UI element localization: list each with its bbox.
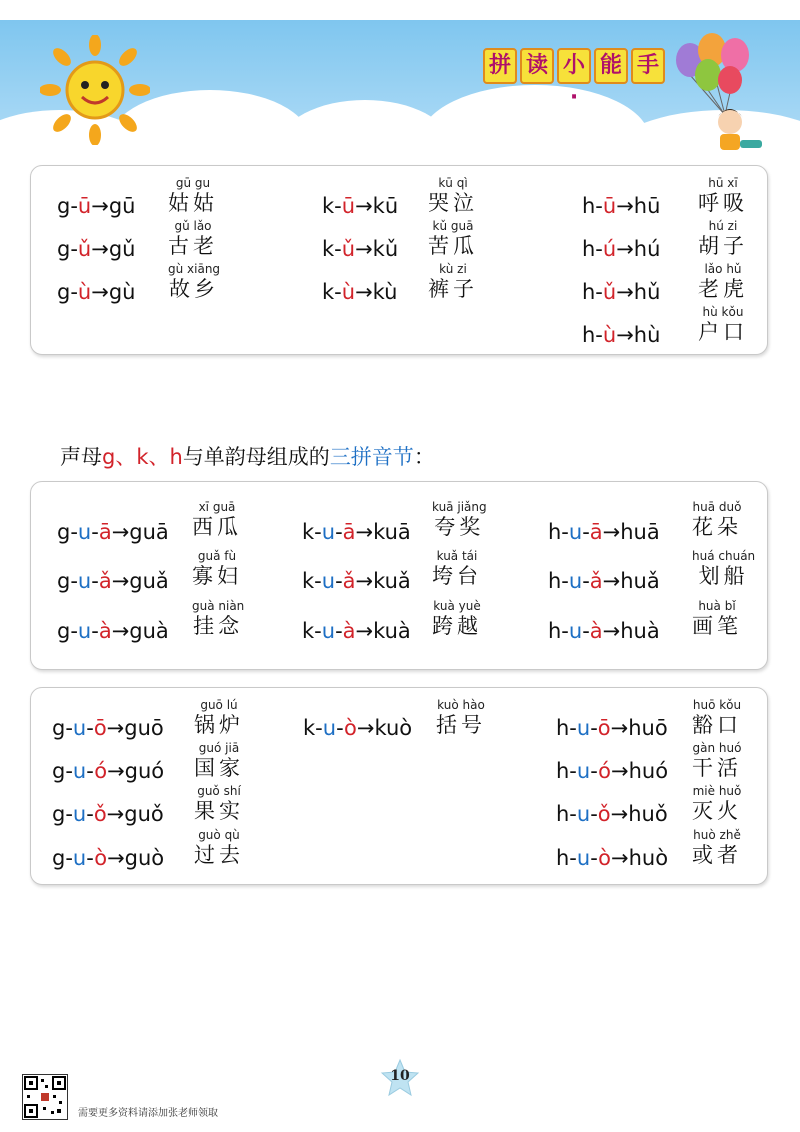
spelling-segment: →huò [611, 846, 669, 870]
spelling-segment: →huà [602, 619, 660, 643]
spelling-segment: →kuà [355, 619, 411, 643]
example-word [432, 599, 482, 639]
spelling-segment: ò [344, 716, 357, 740]
spelling-segment: ù [77, 280, 92, 304]
spelling-segment: →guō [106, 716, 164, 740]
example-word [168, 176, 218, 216]
top-strip [0, 0, 800, 20]
spelling-segment: u [568, 569, 583, 593]
spelling-formula [52, 759, 164, 783]
qr-code-icon [23, 1075, 67, 1119]
word-hanzi: 花朵 [692, 515, 742, 539]
word-pinyin: kù zi [439, 262, 467, 276]
word-pinyin: guó jiā [198, 741, 240, 755]
spelling-segment: ǔ [341, 237, 356, 261]
spelling-segment: u [77, 569, 92, 593]
spelling-segment: h- [582, 194, 603, 218]
spelling-segment: u [568, 520, 583, 544]
word-pinyin: kū qì [438, 176, 468, 190]
word-pinyin: huō kǒu [692, 698, 742, 712]
spelling-segment: →huā [602, 520, 660, 544]
spelling-segment: u [77, 619, 92, 643]
word-hanzi: 姑姑 [168, 191, 218, 215]
spelling-segment: g- [52, 759, 73, 783]
heading-segment: 与单韵母组成的 [182, 445, 330, 469]
spelling-formula [52, 802, 164, 826]
spelling-formula [582, 237, 660, 261]
page-number-text: 10 [390, 1068, 410, 1084]
word-hanzi: 果实 [194, 799, 244, 823]
spelling-segment: ú [602, 237, 617, 261]
spelling-segment: - [590, 802, 598, 826]
word-hanzi: 夸奖 [434, 515, 485, 539]
title-char: 手 [631, 48, 665, 84]
spelling-segment: →kuā [355, 520, 411, 544]
word-pinyin: gū gu [175, 176, 211, 190]
spelling-segment: u [321, 619, 336, 643]
spelling-segment: u [576, 802, 591, 826]
spelling-segment: u [576, 759, 591, 783]
word-hanzi: 西瓜 [192, 515, 242, 539]
spelling-segment: h- [556, 846, 577, 870]
spelling-formula [302, 619, 411, 643]
spelling-formula [57, 237, 135, 261]
spelling-segment: u [72, 716, 87, 740]
word-hanzi: 划船 [698, 564, 749, 588]
example-word [698, 305, 748, 345]
spelling-segment: u [568, 619, 583, 643]
spelling-segment: - [86, 759, 95, 783]
spelling-segment: g- [52, 846, 73, 870]
spelling-segment: →kuǎ [355, 569, 411, 593]
example-word [192, 599, 244, 639]
spelling-segment: ù [602, 323, 617, 347]
spelling-formula [52, 846, 164, 870]
example-word [692, 500, 742, 540]
spelling-segment: ō [93, 716, 107, 740]
spelling-segment: →hù [616, 323, 661, 347]
spelling-formula [57, 194, 135, 218]
spelling-segment: k- [302, 520, 322, 544]
spelling-segment: ā [342, 520, 356, 544]
word-pinyin: gàn huó [692, 741, 742, 755]
word-pinyin: gù xiāng [168, 262, 221, 276]
spelling-formula [322, 194, 398, 218]
word-pinyin: guò qù [198, 828, 240, 842]
spelling-segment: →hū [616, 194, 661, 218]
spelling-segment: h- [556, 802, 577, 826]
spelling-segment: - [590, 716, 598, 740]
example-word [428, 219, 478, 259]
spelling-segment: g- [52, 802, 73, 826]
spelling-segment: →gù [91, 280, 136, 304]
word-hanzi: 豁口 [692, 713, 742, 737]
word-pinyin: kuà yuè [433, 599, 481, 613]
word-hanzi: 锅炉 [194, 713, 244, 737]
spelling-segment: u [72, 759, 87, 783]
spelling-formula [57, 280, 135, 304]
word-hanzi: 寡妇 [192, 564, 242, 588]
spelling-segment: u [576, 716, 591, 740]
spelling-segment: h- [582, 323, 603, 347]
spelling-segment: k- [302, 619, 322, 643]
word-hanzi: 故乡 [169, 277, 220, 301]
spelling-segment: →guā [111, 520, 169, 544]
word-hanzi: 胡子 [698, 234, 748, 258]
spelling-formula [302, 520, 411, 544]
spelling-segment: - [335, 520, 343, 544]
spelling-formula [57, 520, 169, 544]
spelling-segment: k- [302, 569, 322, 593]
example-word [194, 784, 244, 824]
word-pinyin: guǎ fù [197, 549, 237, 563]
example-word [436, 698, 486, 738]
spelling-segment: ǒ [93, 802, 107, 826]
word-pinyin: guǒ shí [197, 784, 241, 798]
example-word [428, 176, 478, 216]
spelling-segment: - [582, 569, 590, 593]
spelling-segment: →kǔ [355, 237, 399, 261]
word-pinyin: guà niàn [192, 599, 245, 613]
word-pinyin: hū xī [708, 176, 738, 190]
spelling-segment: g- [52, 716, 73, 740]
spelling-segment: ǎ [98, 569, 112, 593]
spelling-formula [582, 323, 660, 347]
word-hanzi: 古老 [168, 234, 218, 258]
spelling-segment: - [335, 619, 343, 643]
spelling-segment: →kū [355, 194, 399, 218]
word-pinyin: huá chuán [692, 549, 756, 563]
word-hanzi: 过去 [194, 843, 244, 867]
spelling-segment: →kuò [356, 716, 413, 740]
example-word [692, 698, 742, 738]
heading-segment: 声母 [60, 445, 102, 469]
word-hanzi: 哭泣 [428, 191, 478, 215]
word-hanzi: 画笔 [692, 614, 742, 638]
spelling-formula [322, 237, 398, 261]
spelling-formula [303, 716, 412, 740]
word-hanzi: 老虎 [698, 277, 748, 301]
word-hanzi: 户口 [698, 320, 748, 344]
spelling-segment: - [91, 520, 99, 544]
spelling-formula [322, 280, 397, 304]
heading-segment: ： [413, 445, 435, 469]
page-number [380, 1058, 420, 1098]
word-pinyin: miè huǒ [692, 784, 742, 798]
word-pinyin: lǎo hǔ [704, 262, 742, 276]
sun-icon [40, 35, 150, 145]
spelling-segment: k- [322, 237, 342, 261]
spelling-segment: ū [77, 194, 92, 218]
title-char: 小· [557, 48, 591, 84]
spelling-formula [548, 520, 660, 544]
word-hanzi: 灭火 [692, 799, 742, 823]
spelling-segment: ǔ [602, 280, 617, 304]
word-pinyin: hù kǒu [702, 305, 744, 319]
spelling-formula [548, 569, 660, 593]
word-hanzi: 干活 [692, 756, 742, 780]
spelling-segment: ó [598, 759, 612, 783]
example-word [698, 219, 748, 259]
footer-note: 需要更多资料请添加张老师领取 [78, 1108, 218, 1119]
spelling-segment: ū [341, 194, 356, 218]
spelling-segment: g- [57, 237, 78, 261]
example-word [168, 219, 218, 259]
spelling-segment: à [342, 619, 356, 643]
word-hanzi: 国家 [194, 756, 244, 780]
heading-segment: g、k、h [102, 445, 183, 469]
word-hanzi: 呼吸 [698, 191, 748, 215]
word-pinyin: huà bǐ [698, 599, 736, 613]
spelling-segment: →huó [611, 759, 669, 783]
example-word [692, 741, 742, 781]
spelling-segment: ù [341, 280, 356, 304]
example-word [168, 262, 220, 302]
title-char: 拼 [483, 48, 517, 84]
heading-segment: 三拼音节 [329, 445, 414, 469]
spelling-segment: h- [556, 716, 577, 740]
spelling-segment: k- [322, 280, 342, 304]
example-word [432, 500, 487, 540]
word-hanzi: 跨越 [432, 614, 482, 638]
spelling-segment: u [321, 520, 336, 544]
word-pinyin: guō lú [200, 698, 238, 712]
spelling-segment: h- [556, 759, 577, 783]
example-word [194, 828, 244, 868]
example-word [432, 549, 482, 589]
word-pinyin: huā duǒ [692, 500, 742, 514]
spelling-segment: →huǎ [602, 569, 660, 593]
word-hanzi: 垮台 [432, 564, 482, 588]
spelling-formula [548, 619, 660, 643]
word-pinyin: kǔ guā [432, 219, 474, 233]
example-word [194, 741, 244, 781]
spelling-segment: →hǔ [616, 280, 661, 304]
spelling-formula [556, 802, 668, 826]
spelling-segment: g- [57, 194, 78, 218]
spelling-formula [57, 619, 169, 643]
spelling-segment: h- [582, 280, 603, 304]
spelling-segment: →gū [91, 194, 136, 218]
spelling-segment: ō [597, 716, 611, 740]
spelling-segment: h- [548, 569, 569, 593]
spelling-segment: k- [322, 194, 342, 218]
example-word [192, 500, 242, 540]
spelling-segment: - [91, 569, 99, 593]
spelling-segment: ò [598, 846, 612, 870]
spelling-segment: à [98, 619, 112, 643]
spelling-segment: - [582, 520, 590, 544]
spelling-segment: ū [602, 194, 617, 218]
spelling-segment: ò [94, 846, 108, 870]
spelling-segment: - [91, 619, 99, 643]
spelling-segment: k- [303, 716, 323, 740]
spelling-segment: →hú [616, 237, 661, 261]
spelling-formula [582, 194, 660, 218]
spelling-segment: ó [94, 759, 108, 783]
example-word [692, 599, 742, 639]
spelling-segment: g- [57, 619, 78, 643]
spelling-segment: u [576, 846, 591, 870]
word-hanzi: 括号 [436, 713, 486, 737]
spelling-segment: u [322, 716, 337, 740]
spelling-segment: h- [548, 619, 569, 643]
word-hanzi: 苦瓜 [428, 234, 478, 258]
spelling-segment: ā [589, 520, 603, 544]
spelling-segment: u [72, 846, 87, 870]
spelling-segment: →guà [111, 619, 169, 643]
spelling-segment: - [582, 619, 590, 643]
spelling-segment: u [72, 802, 87, 826]
spelling-segment: ā [98, 520, 112, 544]
example-word [692, 828, 742, 868]
spelling-segment: →guǒ [106, 802, 164, 826]
section-title-badge [483, 48, 665, 110]
example-word [692, 784, 742, 824]
word-hanzi: 挂念 [193, 614, 244, 638]
spelling-segment: à [589, 619, 603, 643]
spelling-segment: ǎ [342, 569, 356, 593]
spelling-segment: - [590, 846, 599, 870]
spelling-segment: g- [57, 280, 78, 304]
spelling-segment: - [86, 716, 94, 740]
example-word [698, 176, 748, 216]
word-pinyin: hú zi [708, 219, 738, 233]
example-word [192, 549, 242, 589]
spelling-segment: ǎ [589, 569, 603, 593]
spelling-segment: g- [57, 520, 78, 544]
word-hanzi: 或者 [692, 843, 742, 867]
spelling-segment: - [336, 716, 345, 740]
word-pinyin: kuò hào [437, 698, 485, 712]
spelling-segment: g- [57, 569, 78, 593]
title-char: 读 [520, 48, 554, 84]
word-pinyin: kuǎ tái [436, 549, 478, 563]
section-heading [60, 441, 435, 471]
qr-code[interactable] [22, 1074, 68, 1120]
word-hanzi: 裤子 [428, 277, 478, 301]
word-pinyin: kuā jiǎng [432, 500, 487, 514]
spelling-segment: ǔ [77, 237, 92, 261]
spelling-segment: →huō [610, 716, 668, 740]
spelling-formula [556, 846, 668, 870]
example-word [692, 549, 755, 589]
balloons-girl-illustration [670, 30, 780, 160]
spelling-segment: u [77, 520, 92, 544]
spelling-segment: h- [548, 520, 569, 544]
title-char: 能 [594, 48, 628, 84]
spelling-segment: →kù [355, 280, 398, 304]
spelling-segment: →guò [107, 846, 165, 870]
spelling-formula [52, 716, 164, 740]
example-word [194, 698, 244, 738]
spelling-segment: - [86, 846, 95, 870]
spelling-formula [57, 569, 169, 593]
spelling-segment: →gǔ [91, 237, 136, 261]
example-word [698, 262, 748, 302]
spelling-segment: →huǒ [610, 802, 668, 826]
spelling-formula [582, 280, 660, 304]
spelling-formula [556, 716, 668, 740]
spelling-segment: u [321, 569, 336, 593]
spelling-segment: h- [582, 237, 603, 261]
spelling-segment: - [86, 802, 94, 826]
spelling-formula [556, 759, 668, 783]
word-pinyin: xī guā [198, 500, 236, 514]
spelling-segment: - [335, 569, 343, 593]
spelling-formula [302, 569, 411, 593]
word-pinyin: gǔ lǎo [174, 219, 212, 233]
spelling-segment: - [590, 759, 599, 783]
spelling-segment: →guǎ [111, 569, 169, 593]
spelling-segment: ǒ [597, 802, 611, 826]
example-word [428, 262, 478, 302]
word-pinyin: huò zhě [693, 828, 741, 842]
spelling-segment: →guó [107, 759, 165, 783]
